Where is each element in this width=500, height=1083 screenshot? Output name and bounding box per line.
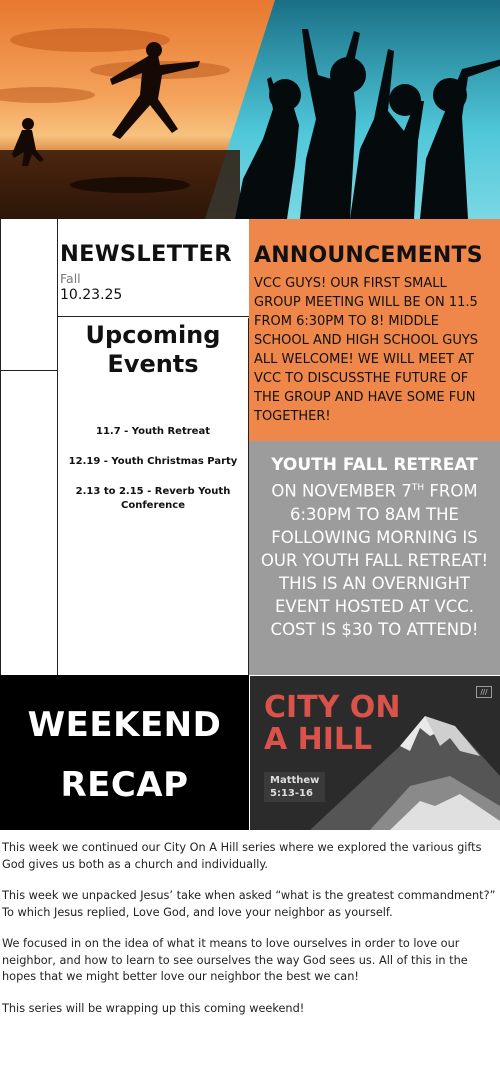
events-title-line1: Upcoming xyxy=(85,321,221,349)
series-title-line2: A HILL xyxy=(264,722,373,757)
retreat-body xyxy=(253,477,496,641)
upcoming-events-section xyxy=(58,318,249,675)
divider-line xyxy=(1,370,57,371)
recap-paragraph: This series will be wrapping up this coming weekend! xyxy=(2,1001,305,1015)
newsletter-date: 10.23.25 xyxy=(60,287,123,303)
weekend-recap-banner xyxy=(0,675,249,830)
retreat-body-sup: TH xyxy=(411,483,425,493)
hero-silhouette-graphic xyxy=(0,0,500,219)
newsletter-header xyxy=(58,219,249,317)
events-title-line2: Events xyxy=(107,350,199,378)
retreat-body-start: ON NOVEMBER 7 xyxy=(271,481,412,501)
newsletter-title: NEWSLETTER xyxy=(60,241,232,267)
event-item: 11.7 - Youth Retreat xyxy=(96,426,210,437)
series-title-line1: CITY ON xyxy=(264,690,401,725)
hero-photo xyxy=(0,0,500,219)
scripture-reference xyxy=(264,772,325,802)
series-title xyxy=(264,692,400,756)
retreat-title: YOUTH FALL RETREAT xyxy=(271,455,478,475)
recap-paragraph: This week we unpacked Jesus’ take when asked “what is the greatest commandment?” To which Jesus replied, Love God, and love your neighbor as yourself. xyxy=(2,889,496,919)
recap-paragraph: We focused in on the idea of what it means to love ourselves in order to love our neighbor, and how to learn to see ourselves the way God sees us. All of this in the hopes that we might better love our neighbor the best we can! xyxy=(2,937,468,983)
scripture-verses: 5:13-16 xyxy=(270,788,313,799)
newsletter-season: Fall xyxy=(60,271,81,286)
retreat-body-end: FROM 6:30PM TO 8AM THE FOLLOWING MORNING IS OUR YOUTH FALL RETREAT! THIS IS AN OVERNIGHT EVENT HOSTED AT VCC. COST IS $30 TO ATTEND! xyxy=(260,481,489,639)
announcements-section xyxy=(249,219,500,441)
upcoming-events-title xyxy=(58,321,248,379)
left-border-column xyxy=(0,219,58,675)
announcements-title: ANNOUNCEMENTS xyxy=(254,243,483,268)
event-item: 12.19 - Youth Christmas Party xyxy=(68,456,238,467)
announcements-body: VCC GUYS! OUR FIRST SMALL GROUP MEETING WILL BE ON 11.5 FROM 6:30PM TO 8! MIDDLE SCHOOL AND HIGH SCHOOL GUYS ALL WELCOME! WE WILL MEET AT VCC TO DISCUSSTHE FUTURE OF THE GROUP AND HAVE SOME FUN TOGETHER! xyxy=(254,276,479,424)
series-graphic xyxy=(250,676,500,830)
recap-line1: WEEKEND xyxy=(27,705,222,745)
youth-retreat-section xyxy=(249,441,500,675)
recap-line2: RECAP xyxy=(60,765,189,805)
scripture-book: Matthew xyxy=(270,775,320,786)
recap-body xyxy=(2,840,496,1032)
recap-paragraph: This week we continued our City On A Hill series where we explored the various gifts God gives us both as a church and individually. xyxy=(2,841,482,871)
events-list xyxy=(58,425,248,513)
series-badge: /// xyxy=(476,686,492,698)
event-item: 2.13 to 2.15 - Reverb Youth Conference xyxy=(75,486,231,511)
